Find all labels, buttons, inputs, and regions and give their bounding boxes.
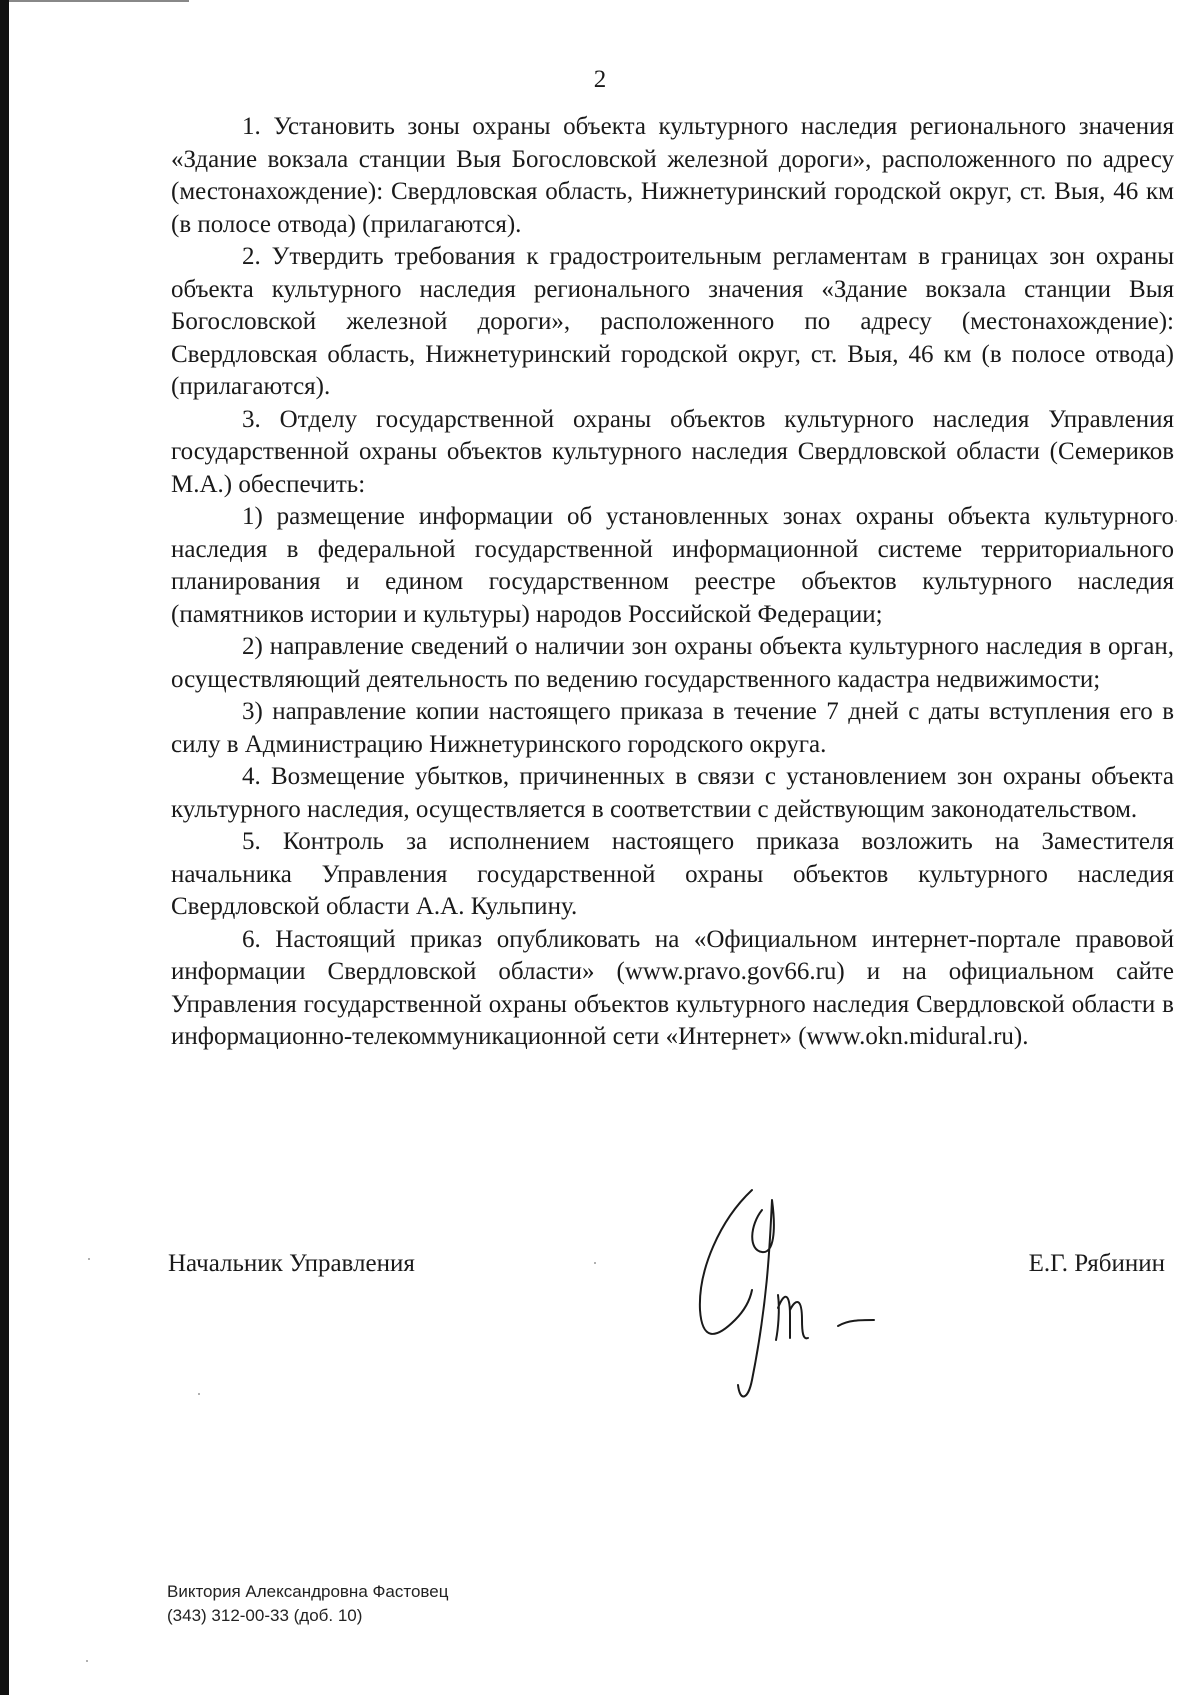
- signatory-position: Начальник Управления: [168, 1250, 415, 1277]
- scan-left-edge: [0, 0, 9, 1695]
- scan-top-edge: [9, 0, 189, 2]
- paragraph-5: 5. Контроль за исполнением настоящего приказа возложить на Заместителя начальника Управления государственной охраны объектов культурного наследия Свердловской области А.А. Кульпину.: [171, 828, 1174, 920]
- paragraph-1: 1. Установить зоны охраны объекта культурного наследия регионального значения «Здание вокзала станции Выя Богословской железной дороги», расположенного по адресу (местонахождение): Свердловская область, Нижнетуринский городской округ, ст. Выя, 46 км (в полосе отвода) (прилагаются).: [171, 113, 1174, 238]
- paragraph-4: 4. Возмещение убытков, причиненных в связи с установлением зон охраны объекта культурного наследия, осуществляется в соответствии с действующим законодательством.: [171, 763, 1174, 823]
- handwritten-signature: [690, 1180, 920, 1410]
- paragraph-6: 6. Настоящий приказ опубликовать на «Официальном интернет-портале правовой информации Свердловской области» (www.pravo.gov66.ru) и на официальном сайте Управления государственной охраны объектов культурного наследия Свердловской области в информационно-телекоммуникационной сети «Интернет» (www.okn.midural.ru).: [171, 925, 1174, 1050]
- paragraph-3-1: 1) размещение информации об установленных зонах охраны объекта культурного наследия в федеральной государственной информационной системе территориального планирования и едином государственном реестре объектов культурного наследия (памятников истории и культуры) народов Российской Федерации;: [171, 503, 1174, 628]
- signatory-name: Е.Г. Рябинин: [1028, 1250, 1165, 1277]
- executor-info: [167, 1580, 448, 1628]
- scan-speck: [198, 1393, 200, 1395]
- executor-phone: (343) 312-00-33 (доб. 10): [167, 1606, 363, 1625]
- paragraph-3-3: 3) направление копии настоящего приказа в течение 7 дней с даты вступления его в силу в Администрацию Нижнетуринского городского округа.: [171, 698, 1174, 758]
- paragraph-3-2: 2) направление сведений о наличии зон охраны объекта культурного наследия в орган, осуществляющий деятельность по ведению государственного кадастра недвижимости;: [171, 633, 1174, 693]
- scan-speck: [1175, 520, 1177, 522]
- executor-name: Виктория Александровна Фастовец: [167, 1582, 449, 1601]
- scan-speck: [594, 1262, 596, 1264]
- page-number: 2: [593, 66, 607, 93]
- scan-speck: [88, 1258, 90, 1260]
- document-body: [171, 111, 1174, 1054]
- scan-speck: [86, 1660, 88, 1662]
- paragraph-2: 2. Утвердить требования к градостроительным регламентам в границах зон охраны объекта культурного наследия регионального значения «Здание вокзала станции Выя Богословской железной дороги», расположенного по адресу (местонахождение): Свердловская область, Нижнетуринский городской округ, ст. Выя, 46 км (в полосе отвода) (прилагаются).: [171, 243, 1174, 400]
- paragraph-3: 3. Отделу государственной охраны объектов культурного наследия Управления государственной охраны объектов культурного наследия Свердловской области (Семериков М.А.) обеспечить:: [171, 405, 1174, 498]
